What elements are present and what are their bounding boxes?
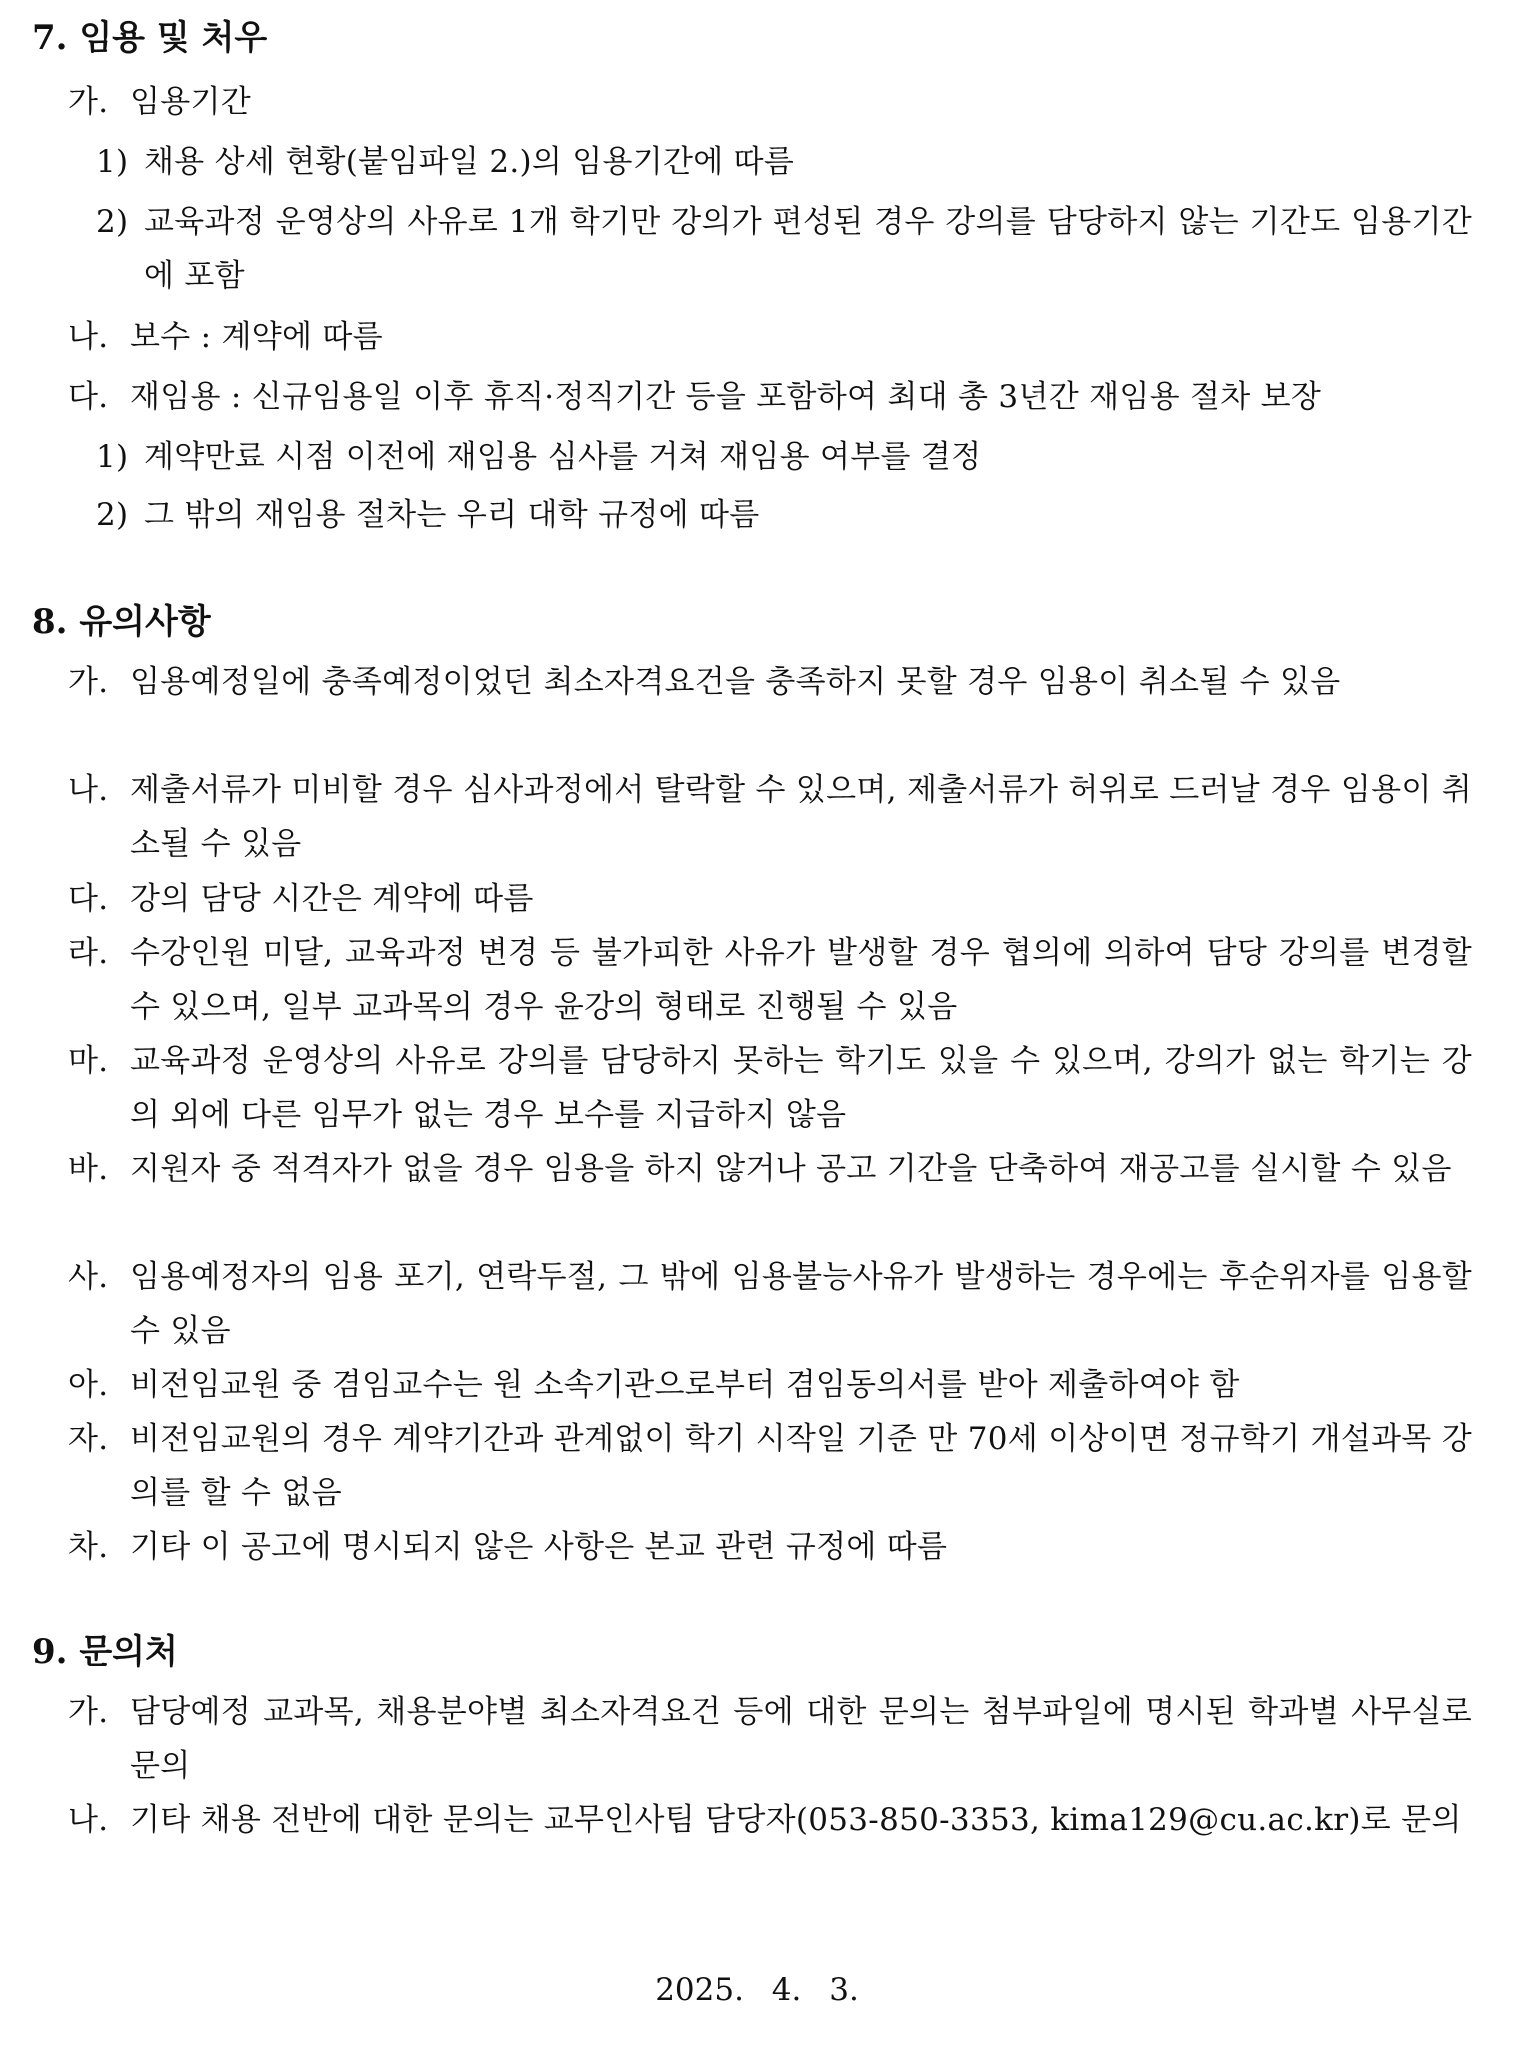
item-text: 임용예정자의 임용 포기, 연락두절, 그 밖에 임용불능사유가 발생하는 경우에는 후순위자를 임용할 수 있음 (130, 1259, 1472, 1349)
list-item (68, 310, 1472, 364)
item-marker: 1) (96, 439, 129, 475)
item-text: 담당예정 교과목, 채용분야별 최소자격요건 등에 대한 문의는 첨부파일에 명시된 학과별 사무실로 문의 (130, 1694, 1472, 1784)
item-text: 보수 : 계약에 따름 (130, 319, 383, 355)
section-heading: 9. 문의처 (32, 1632, 178, 1672)
item-marker: 나. (68, 1802, 109, 1838)
list-item (68, 1142, 1472, 1196)
item-marker: 라. (68, 935, 109, 971)
item-marker: 마. (68, 1043, 109, 1079)
item-text: 교육과정 운영상의 사유로 1개 학기만 강의가 편성된 경우 강의를 담당하지 않는 기간도 임용기간에 포함 (144, 204, 1472, 294)
item-text: 비전임교원 중 겸임교수는 원 소속기관으로부터 겸임동의서를 받아 제출하여야 함 (130, 1367, 1240, 1403)
item-text: 강의 담당 시간은 계약에 따름 (130, 881, 534, 917)
list-item (68, 1520, 1472, 1574)
item-marker: 가. (68, 84, 109, 120)
item-text: 지원자 중 적격자가 없을 경우 임용을 하지 않거나 공고 기간을 단축하여 재공고를 실시할 수 있음 (130, 1151, 1452, 1187)
document-date: 2025. 4. 3. (655, 1972, 859, 2008)
list-item (68, 75, 1472, 129)
item-marker: 2) (96, 204, 129, 240)
item-marker: 나. (68, 772, 109, 808)
list-item (68, 1034, 1472, 1142)
list-item (96, 488, 1472, 542)
item-marker: 가. (68, 664, 109, 700)
item-marker: 바. (68, 1151, 109, 1187)
list-item (68, 1685, 1472, 1793)
item-marker: 가. (68, 1694, 109, 1730)
list-item (96, 430, 1472, 484)
item-text: 재임용 : 신규임용일 이후 휴직·정직기간 등을 포함하여 최대 총 3년간 재임용 절차 보장 (130, 379, 1322, 415)
item-text: 채용 상세 현황(붙임파일 2.)의 임용기간에 따름 (144, 144, 795, 180)
item-text: 그 밖의 재임용 절차는 우리 대학 규정에 따름 (144, 497, 760, 533)
list-item (96, 135, 1472, 189)
item-marker: 다. (68, 881, 109, 917)
list-item (96, 195, 1472, 303)
list-item (68, 655, 1472, 709)
list-item (68, 1250, 1472, 1358)
item-text: 수강인원 미달, 교육과정 변경 등 불가피한 사유가 발생할 경우 협의에 의하여 담당 강의를 변경할 수 있으며, 일부 교과목의 경우 윤강의 형태로 진행될 수 있음 (130, 935, 1472, 1025)
item-marker: 나. (68, 319, 109, 355)
item-text: 기타 채용 전반에 대한 문의는 교무인사팀 담당자(053-850-3353, kima129@cu.ac.kr)로 문의 (130, 1802, 1462, 1838)
list-item (68, 926, 1472, 1034)
section-heading: 8. 유의사항 (32, 602, 211, 642)
item-marker: 사. (68, 1259, 109, 1295)
item-text: 임용예정일에 충족예정이었던 최소자격요건을 충족하지 못할 경우 임용이 취소될 수 있음 (130, 664, 1341, 700)
list-item (68, 1358, 1472, 1412)
item-marker: 자. (68, 1421, 109, 1457)
item-text: 계약만료 시점 이전에 재임용 심사를 거쳐 재임용 여부를 결정 (144, 439, 982, 475)
item-text: 제출서류가 미비할 경우 심사과정에서 탈락할 수 있으며, 제출서류가 허위로 드러날 경우 임용이 취소될 수 있음 (130, 772, 1472, 862)
item-text: 기타 이 공고에 명시되지 않은 사항은 본교 관련 규정에 따름 (130, 1529, 948, 1565)
item-marker: 1) (96, 144, 129, 180)
list-item (68, 1793, 1472, 1847)
list-item (68, 370, 1472, 424)
list-item (68, 1412, 1472, 1520)
list-item (68, 872, 1472, 926)
item-text: 교육과정 운영상의 사유로 강의를 담당하지 못하는 학기도 있을 수 있으며, 강의가 없는 학기는 강의 외에 다른 임무가 없는 경우 보수를 지급하지 않음 (130, 1043, 1472, 1133)
item-marker: 2) (96, 497, 129, 533)
list-item (68, 763, 1472, 871)
item-text: 비전임교원의 경우 계약기간과 관계없이 학기 시작일 기준 만 70세 이상이면 정규학기 개설과목 강의를 할 수 없음 (130, 1421, 1472, 1511)
item-marker: 차. (68, 1529, 109, 1565)
section-heading: 7. 임용 및 처우 (32, 18, 268, 58)
item-text: 임용기간 (130, 84, 251, 120)
item-marker: 다. (68, 379, 109, 415)
item-marker: 아. (68, 1367, 109, 1403)
